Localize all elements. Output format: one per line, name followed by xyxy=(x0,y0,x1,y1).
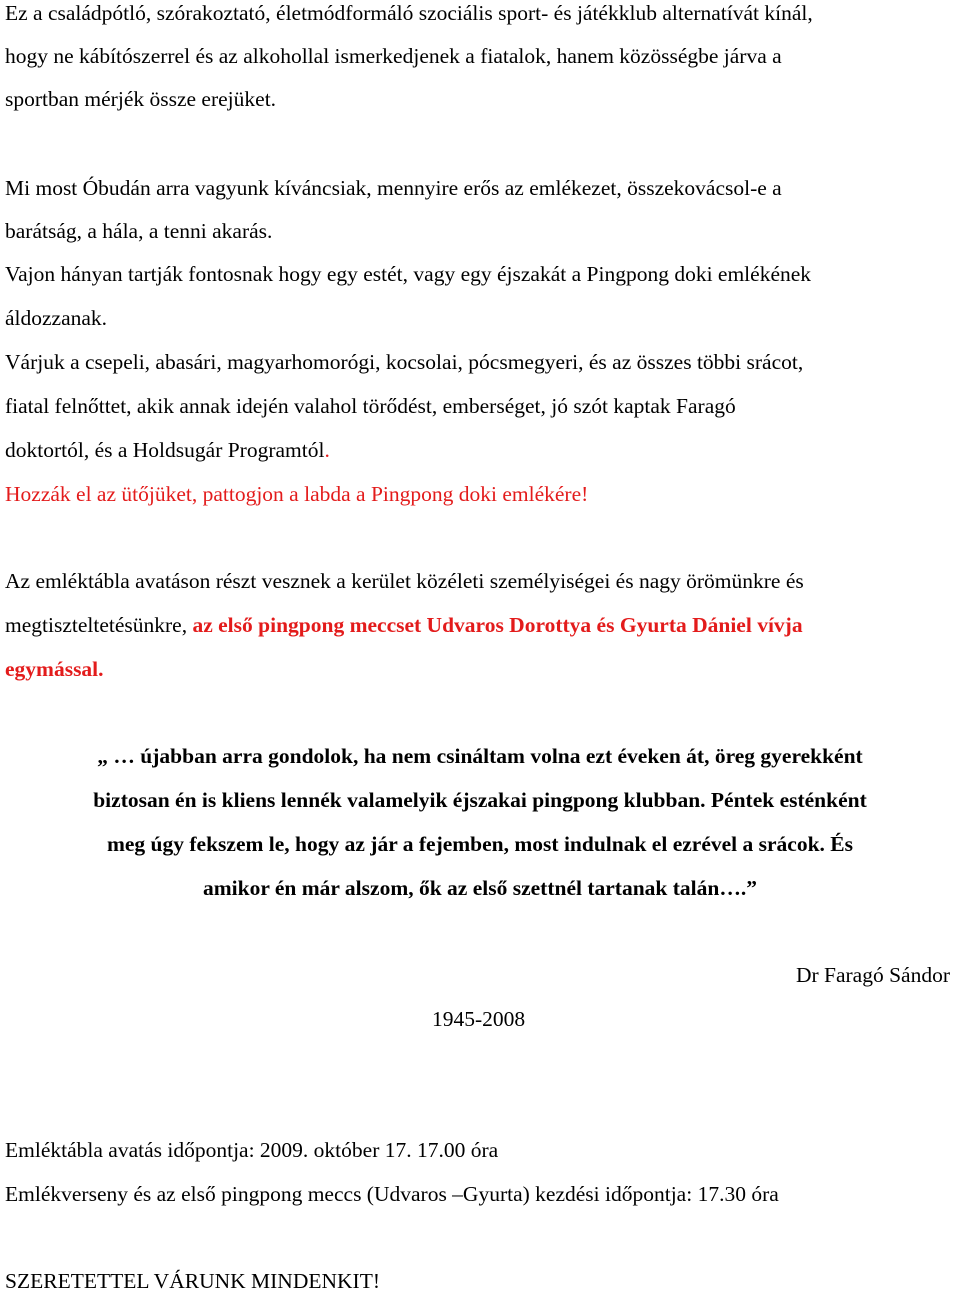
paragraph1-line2: hogy ne kábítószerrel és az alkohollal ismerkedjenek a fiatalok, hanem közösségbe járva a xyxy=(5,44,782,68)
signature-name: Dr Faragó Sándor xyxy=(795,963,950,987)
paragraph3-line1: Az emléktábla avatáson részt vesznek a kerület közéleti személyiségei és nagy örömünkre és xyxy=(5,569,804,593)
closing-line: SZERETETTEL VÁRUNK MINDENKIT! xyxy=(5,1269,381,1293)
paragraph3-line3-highlight: egymással. xyxy=(5,657,104,681)
paragraph3-line2-text: megtiszteltetésünkre, xyxy=(5,613,193,637)
paragraph2-line6: fiatal felnőttet, akik annak idején valahol törődést, emberséget, jó szót kaptak Faragó xyxy=(5,394,736,418)
paragraph1-line1: Ez a családpótló, szórakoztató, életmódformáló szociális sport- és játékklub alternatívát kínál, xyxy=(5,1,813,25)
paragraph3-line2-highlight: az első pingpong meccset Udvaros Dorottya és Gyurta Dániel vívja xyxy=(192,613,803,637)
paragraph2-line2: barátság, a hála, a tenni akarás. xyxy=(5,219,273,243)
paragraph2-line1: Mi most Óbudán arra vagyunk kíváncsiak, mennyire erős az emlékezet, összekovácsol-e a xyxy=(5,176,782,200)
event-unveiling-time: Emléktábla avatás időpontja: 2009. október 17. 17.00 óra xyxy=(5,1138,499,1162)
quote-line3: meg úgy fekszem le, hogy az jár a fejemben, most indulnak el ezrével a srácok. És xyxy=(106,832,854,856)
paragraph2-line5: Várjuk a csepeli, abasári, magyarhomorógi, kocsolai, pócsmegyeri, és az összes többi srácot, xyxy=(5,350,804,374)
paragraph2-line7-text: doktortól, és a Holdsugár Programtól xyxy=(5,438,325,462)
paragraph2-line4: áldozzanak. xyxy=(5,306,108,330)
paragraph2-line7-red-period: . xyxy=(324,438,330,462)
quote-line1: „ … újabban arra gondolok, ha nem csináltam volna ezt éveken át, öreg gyerekként xyxy=(97,744,863,768)
paragraph2-line3: Vajon hányan tartják fontosnak hogy egy estét, vagy egy éjszakát a Pingpong doki emlékének xyxy=(5,262,812,286)
quote-line2: biztosan én is kliens lennék valamelyik éjszakai pingpong klubban. Péntek esténként xyxy=(93,788,867,812)
signature-years: 1945-2008 xyxy=(432,1007,526,1031)
paragraph1-line3: sportban mérjék össze erejüket. xyxy=(5,87,277,111)
paragraph2-callout: Hozzák el az ütőjüket, pattogjon a labda a Pingpong doki emlékére! xyxy=(5,482,589,506)
quote-line4: amikor én már alszom, ők az első szettnél tartanak talán….” xyxy=(203,876,757,900)
paragraph2-line7 xyxy=(5,437,330,463)
event-match-time: Emlékverseny és az első pingpong meccs (Udvaros –Gyurta) kezdési időpontja: 17.30 óra xyxy=(5,1182,779,1206)
paragraph3-line2 xyxy=(5,612,803,638)
